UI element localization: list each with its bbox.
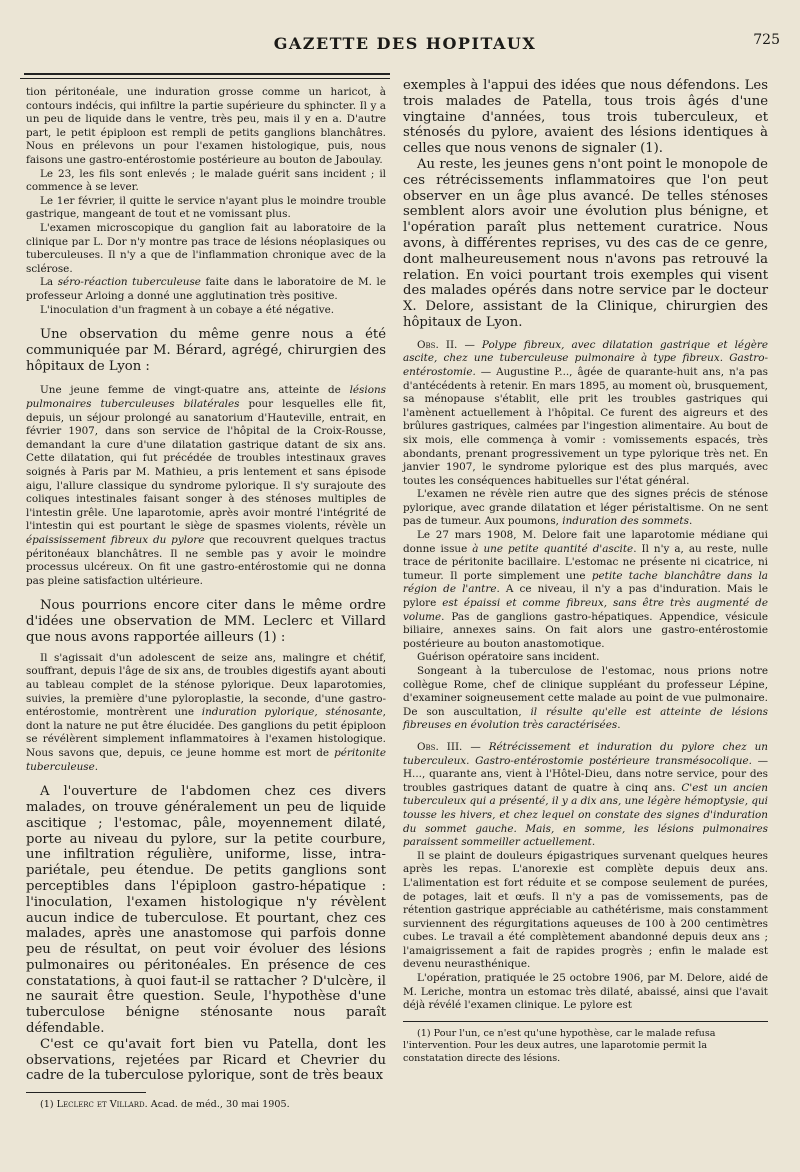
case-paragraph: Une jeune femme de vingt-quatre ans, atteinte de lésions pulmonaires tuberculeuses bilatérales pour lesquelles elle fit, depuis, un séjour prolongé au sanatorium d'Hauteville, entrait, en février 1907, dans son service de l'hôpital de la Croix-Rousse, demandant la cure d'une dilatation gastrique datant de six ans. Cette dilatation, qui fut précédée de troubles intestinaux graves soignés à Paris par M. Mathieu, a pris lentement et sans épisode aigu, l'allure classique du syndrome pylorique. Il s'y surajoute des coliques intestinales faisant songer à des sténoses multiples de l'intestin grêle. Une laparotomie, après avoir montré l'intégrité de l'intestin qui est pourtant le siège de spasmes violents, révèle un épaississement fibreux du pylore que recouvrent quelques tractus péritonéaux blanchâtres. Il ne semble pas y avoir le moindre processus ulcéreux. On fit une gastro-entérostomie qui ne donna pas pleine satisfaction ultérieure.: [26, 384, 386, 587]
paragraph: Nous pourrions encore citer dans le même ordre d'idées une observation de MM. Leclerc et Villard que nous avons rapportée ailleurs (1) :: [26, 598, 386, 645]
paragraph: Le 23, les fils sont enlevés ; le malade guérit sans incident ; il commence à se lever.: [26, 167, 386, 194]
paragraph: exemples à l'appui des idées que nous défendons. Les trois malades de Patella, tous trois âgés d'une vingtaine d'années, tous trois tuberculeux, et sténosés du pylore, avaient des lésions identiques à celles que nous venons de signaler (1).: [403, 78, 768, 157]
paragraph: Songeant à la tuberculose de l'estomac, nous prions notre collègue Rome, chef de clinique suppléant du professeur Lépine, d'examiner soigneusement cette malade au point de vue pulmonaire. De son auscultation, il résulte qu'elle est atteinte de lésions fibreuses en évolution très caractérisées.: [403, 665, 769, 732]
paragraph: Il se plaint de douleurs épigastriques survenant quelques heures après les repas. L'anorexie est complète depuis deux ans. L'alimentation est fort réduite et se compose seulement de purées, de potages, lait et œufs. Il n'y a pas de vomissements, pas de rétention gastrique appréciable au cathétérisme, mais constamment surviennent des régurgitations aqueuses de 100 à 200 centimètres cubes. Le travail a été complètement abandonné depuis deux ans ; l'amaigrissement a fait de rapides progrès ; enfin le malade est devenu neurasthénique.: [403, 849, 768, 971]
header-rule: [24, 73, 390, 75]
paragraph: La séro-réaction tuberculeuse faite dans le laboratoire de M. le professeur Arloing a donné une agglutination très positive.: [26, 276, 386, 302]
case-paragraph: Il s'agissait d'un adolescent de seize ans, malingre et chétif, souffrant, depuis l'âge de six ans, de troubles digestifs ayant abouti au tableau complet de la sténose pylorique. Deux laparotomies, suivies, la première d'une pyloroplastie, la seconde, d'une gastro-entérostomie, montrèrent une induration pylorique, sténosante, dont la nature ne put être élucidée. Des ganglions du petit épiploon se révélèrent simplement inflammatoires à l'examen histologique. Nous savons que, depuis, ce jeune homme est mort de péritonite tuberculeuse.: [26, 651, 386, 773]
page-number: 725: [753, 32, 780, 48]
paragraph: tion péritonéale, une induration grosse comme un haricot, à contours indécis, qui infiltre la partie supérieure du sphincter. Il y a un peu de liquide dans le ventre, très peu, mais il y en a. D'autre part, le petit épiploon est rempli de petits ganglions blanchâtres. Nous en prélevons un pour l'examen histologique, puis, nous faisons une gastro-entérostomie postérieure au bouton de Jaboulay.: [26, 86, 386, 166]
left-column: [26, 78, 386, 1112]
paragraph: Une observation du même genre nous a été communiquée par M. Bérard, agrégé, chirurgien des hôpitaux de Lyon :: [26, 327, 386, 374]
paragraph: Au reste, les jeunes gens n'ont point le monopole de ces rétrécissements inflammatoires que l'on peut observer en un âge plus avancé. De telles sténoses semblent alors avoir une évolution plus bénigne, et l'opération paraît plus nettement curatrice. Nous avons, à différentes reprises, vu des cas de ce genre, dont malheureusement nous n'avons pas retrouvé la relation. En voici pourtant trois exemples qui visent des malades opérés dans notre service par le docteur X. Delore, assistant de la Clinique, chirurgien des hôpitaux de Lyon.: [403, 156, 768, 330]
right-column: [403, 78, 768, 1065]
paragraph: L'examen microscopique du ganglion fait au laboratoire de la clinique par L. Dor n'y montre pas trace de lésions néoplasiques ou tuberculeuses. Il n'y a que de l'inflammation chronique avec de la sclérose.: [26, 221, 386, 275]
paragraph: Guérison opératoire sans incident.: [417, 651, 600, 664]
paragraph: L'examen ne révèle rien autre que des signes précis de sténose pylorique, avec grande dilatation et léger péristaltisme. On ne sent pas de tumeur. Aux poumons, induration des sommets.: [403, 488, 768, 528]
observation-heading: Obs. II. — Polype fibreux, avec dilatation gastrique et légère ascite, chez une tuberculeuse pulmonaire à type fibreux. Gastro-entérostomie. — Augustine P..., âgée de quarante-huit ans, n'a pas d'antécédents à retenir. En mars 1895, au moment où, brusquement, sa ménopause s'établit, elle prit les troubles gastriques qui l'amènent actuellement à l'hôpital. Ce furent des aigreurs et des brûlures gastriques, calmées par l'ingestion alimentaire. Au bout de six mois, elle commença à vomir : vomissements espacés, très abondants, prenant progressivement un type pylorique très net. En janvier 1907, le syndrome pylorique est des plus marqués, avec toutes les conséquences habituelles sur l'état général.: [403, 338, 768, 487]
footnote: (1) Pour l'un, ce n'est qu'une hypothèse, car le malade refusa l'intervention. Pour les deux autres, une laparotomie permit la constatation directe des lésions.: [403, 1027, 716, 1064]
paragraph: Le 27 mars 1908, M. Delore fait une laparotomie médiane qui donne issue à une petite quantité d'ascite. Il n'y a, au reste, nulle trace de péritonite bacillaire. L'estomac ne présente ni cicatrice, ni tumeur. Il porte simplement une petite tache blanchâtre dans la région de l'antre. A ce niveau, il n'y a pas d'induration. Mais le pylore est épaissi et comme fibreux, sans être très augmenté de volume. Pas de ganglions gastro-hépatiques. Appendice, vésicule biliaire, annexes sains. On fait alors une gastro-entérostomie postérieure au bouton anastomotique.: [403, 529, 768, 650]
paragraph: L'opération, pratiquée le 25 octobre 1906, par M. Delore, aidé de M. Leriche, montra un estomac très dilaté, abaissé, ainsi que l'avait déjà révélé l'examen clinique. Le pylore est: [403, 972, 768, 1012]
footnote-rule: [26, 1092, 146, 1093]
observation-2: [403, 339, 768, 733]
case-continuation: [26, 86, 386, 317]
journal-title: GAZETTE DES HOPITAUX: [273, 34, 537, 53]
paragraph: A l'ouverture de l'abdomen chez ces divers malades, on trouve généralement un peu de liquide ascitique ; l'estomac, pâle, moyennement dilaté, porte au niveau du pylore, sur la petite courbure, une infiltration régulière, uniforme, lisse, intra-pariétale, peu étendue. De petits ganglions sont perceptibles dans l'épiploon gastro-hépatique : l'inoculation, l'examen histologique n'y révèlent aucun indice de tuberculose. Et pourtant, chez ces malades, après une anastomose qui parfois donne peu de résultat, on peut voir évoluer des lésions pulmonaires ou péritonéales. En présence de ces constatations, à quoi faut-il se rattacher ? D'ulcère, il ne saurait être question. Seule, l'hypothèse d'une tuberculose bénigne sténosante nous paraît défendable.: [26, 784, 386, 1037]
observation-3: [403, 741, 768, 1013]
footnote: (1) Leclerc et Villard. Acad. de méd., 30 mai 1905.: [40, 1099, 290, 1111]
observation-heading: Obs. III. — Rétrécissement et induration du pylore chez un tuberculeux. Gastro-entérostomie postérieure transmésocolique. — H..., quarante ans, vient à l'Hôtel-Dieu, dans notre service, pour des troubles gastriques datant de quatre à cinq ans. C'est un ancien tuberculeux qui a présenté, il y a dix ans, une légère hémoptysie, qui tousse les hivers, et chez lequel on constate des signes d'induration du sommet gauche. Mais, en somme, les lésions pulmonaires paraissent sommeiller actuellement.: [403, 740, 768, 849]
footnote-rule: [403, 1021, 768, 1022]
page-header: [20, 34, 790, 58]
paragraph: Le 1er février, il quitte le service n'ayant plus le moindre trouble gastrique, mangeant de tout et ne vomissant plus.: [26, 194, 386, 221]
paragraph: L'inoculation d'un fragment à un cobaye a été négative.: [40, 303, 335, 316]
paragraph: C'est ce qu'avait fort bien vu Patella, dont les observations, rejetées par Ricard et Chevrier du cadre de la tuberculose pylorique, sont de très beaux: [26, 1036, 386, 1084]
